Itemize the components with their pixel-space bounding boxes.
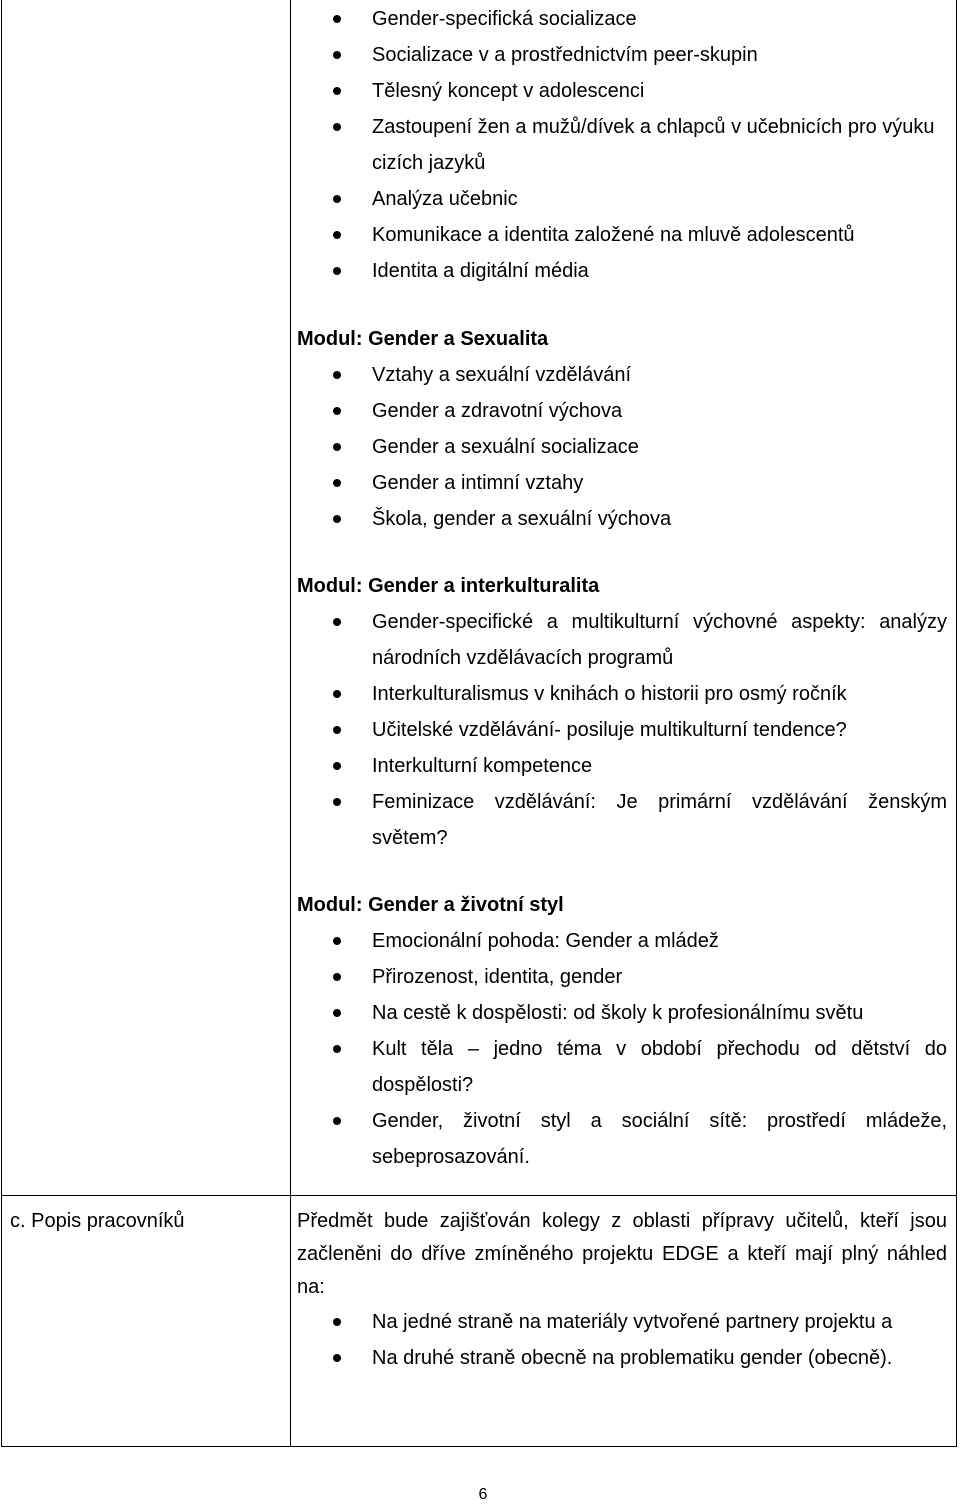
list-item: Analýza učebnic — [297, 181, 947, 217]
modules-cell — [297, 0, 947, 1175]
module-item-list — [297, 604, 947, 856]
module-section — [297, 887, 947, 1175]
bullet-icon — [333, 1009, 341, 1017]
list-item: Kult těla – jedno téma v období přechodu od dětství do dospělosti? — [297, 1031, 947, 1103]
row-divider — [2, 1195, 956, 1196]
module-item-list — [297, 357, 947, 537]
bullet-icon — [333, 937, 341, 945]
bullet-icon — [333, 973, 341, 981]
module-heading: Modul: Gender a Sexualita — [297, 328, 549, 350]
module-section — [297, 568, 947, 856]
list-item: Emocionální pohoda: Gender a mládež — [297, 923, 947, 959]
list-item: Komunikace a identita založené na mluvě adolescentů — [297, 217, 947, 253]
bullet-icon — [333, 443, 341, 451]
list-item: Vztahy a sexuální vzdělávání — [297, 357, 947, 393]
bullet-icon — [333, 690, 341, 698]
staff-label-cell — [10, 1205, 280, 1238]
list-item: Učitelské vzdělávání- posiluje multikulturní tendence? — [297, 712, 947, 748]
bullet-icon — [333, 407, 341, 415]
bullet-icon — [333, 762, 341, 770]
list-item: Gender a zdravotní výchova — [297, 393, 947, 429]
list-item: Gender a sexuální socializace — [297, 429, 947, 465]
module-section — [297, 321, 947, 537]
bullet-icon — [333, 267, 341, 275]
list-item: Na jedné straně na materiály vytvořené partnery projektu a — [297, 1304, 947, 1340]
list-item: Interkulturalismus v knihách o historii pro osmý ročník — [297, 676, 947, 712]
bullet-icon — [333, 726, 341, 734]
module-heading: Modul: Gender a interkulturalita — [297, 575, 600, 597]
list-item: Škola, gender a sexuální výchova — [297, 501, 947, 537]
bullet-icon — [333, 371, 341, 379]
bullet-icon — [333, 1354, 341, 1362]
module-item-list — [297, 923, 947, 1175]
bullet-icon — [333, 195, 341, 203]
bullet-icon — [333, 479, 341, 487]
row-label: c. Popis pracovníků — [10, 1210, 185, 1232]
list-item: Feminizace vzdělávání: Je primární vzdělávání ženským světem? — [297, 784, 947, 856]
bullet-icon — [333, 51, 341, 59]
bullet-icon — [333, 15, 341, 23]
list-item: Na druhé straně obecně na problematiku gender (obecně). — [297, 1340, 947, 1376]
bullet-icon — [333, 618, 341, 626]
column-divider — [290, 0, 291, 1446]
bullet-icon — [333, 798, 341, 806]
list-item: Socializace v a prostřednictvím peer-skupin — [297, 37, 947, 73]
list-item: Gender-specifická socializace — [297, 1, 947, 37]
continued-item-list — [297, 1, 947, 289]
bullet-icon — [333, 1117, 341, 1125]
list-item: Zastoupení žen a mužů/dívek a chlapců v učebnicích pro výuku cizích jazyků — [297, 109, 947, 181]
list-item: Gender-specifické a multikulturní výchovné aspekty: analýzy národních vzdělávacích programů — [297, 604, 947, 676]
list-item: Na cestě k dospělosti: od školy k profesionálnímu světu — [297, 995, 947, 1031]
list-item: Přirozenost, identita, gender — [297, 959, 947, 995]
bullet-icon — [333, 87, 341, 95]
list-item: Identita a digitální média — [297, 253, 947, 289]
list-item: Tělesný koncept v adolescenci — [297, 73, 947, 109]
staff-item-list — [297, 1304, 947, 1376]
staff-description-cell — [297, 1205, 947, 1376]
bullet-icon — [333, 231, 341, 239]
bullet-icon — [333, 123, 341, 131]
module-heading: Modul: Gender a životní styl — [297, 894, 564, 916]
list-item: Interkulturní kompetence — [297, 748, 947, 784]
bullet-icon — [333, 515, 341, 523]
bullet-icon — [333, 1318, 341, 1326]
list-item: Gender a intimní vztahy — [297, 465, 947, 501]
list-item: Gender, životní styl a sociální sítě: prostředí mládeže, sebeprosazování. — [297, 1103, 947, 1175]
staff-intro-text: Předmět bude zajišťován kolegy z oblasti přípravy učitelů, kteří jsou začleněni do dříve zmíněného projektu EDGE a kteří mají plný náhled na: — [297, 1210, 947, 1298]
page-number: 6 — [478, 1486, 488, 1503]
bullet-icon — [333, 1045, 341, 1053]
